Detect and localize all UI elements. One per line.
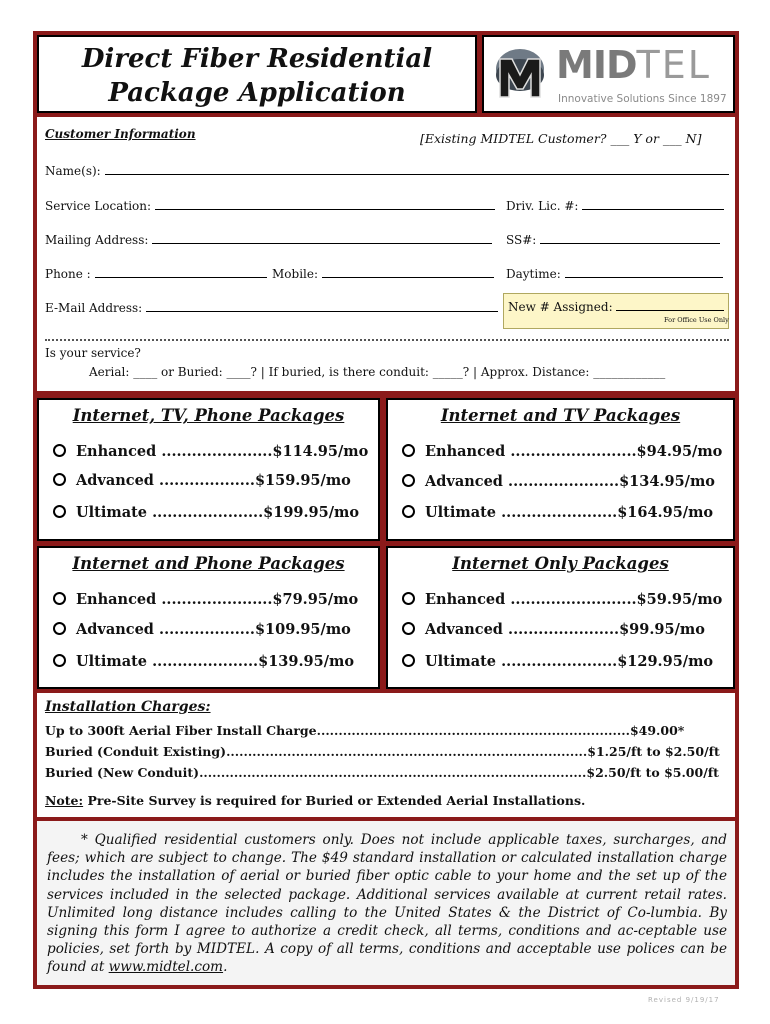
form-title <box>39 42 475 110</box>
radio-icon[interactable] <box>402 654 415 667</box>
logo-tagline: Innovative Solutions Since 1897 <box>558 93 727 105</box>
radio-icon[interactable] <box>402 622 415 635</box>
new-number-assigned-row <box>508 299 724 314</box>
service-type-line[interactable]: Aerial: ____ or Buried: ____? | If buried, is there conduit: _____? | Approx. Distance: ____________ <box>89 365 666 379</box>
email-row <box>45 300 498 315</box>
logo-wordmark: MIDTEL <box>556 43 711 87</box>
title-line-1: Direct Fiber Residential <box>81 44 433 74</box>
option-ultimate[interactable]: Ultimate .......................$129.95/mo <box>402 653 713 670</box>
radio-icon[interactable] <box>402 474 415 487</box>
radio-icon[interactable] <box>53 473 66 486</box>
phone-label: Phone : <box>45 267 91 281</box>
midtel-website-link[interactable]: www.midtel.com <box>108 959 224 976</box>
revised-date: Revised 9/19/17 <box>648 996 720 1004</box>
mailing-address-label: Mailing Address: <box>45 233 149 247</box>
title-line-2: Package Application <box>108 78 406 108</box>
install-row: Buried (New Conduit).........................................................................................$2.50/ft to $5.00/ft <box>45 765 719 780</box>
radio-icon[interactable] <box>53 444 66 457</box>
daytime-field[interactable] <box>565 266 723 278</box>
option-advanced[interactable]: Advanced ...................$109.95/mo <box>53 621 351 638</box>
service-question: Is your service? <box>45 346 141 360</box>
radio-icon[interactable] <box>53 654 66 667</box>
daytime-row <box>506 266 723 281</box>
radio-icon[interactable] <box>53 505 66 518</box>
terms-text: * Qualified residential customers only. Does not include applicable taxes, surcharges, and fees; which are subject to change. The $49 standard installation or calculated installation charge includes the installation of aerial or buried fiber optic cable to your home and the set up of the services included in the selected package. Additional services available at current retail rates. Unlimited long distance includes calling to the United States & the District of Co-lumbia. By signing this form I agree to authorize a credit check, all terms, conditions and ac-ceptable use policies, set forth by MIDTEL. A copy of all terms, conditions and acceptable use polices can be found at www.midtel.com. <box>47 832 727 976</box>
email-field[interactable] <box>146 300 498 312</box>
radio-icon[interactable] <box>402 444 415 457</box>
package-box-internet-only <box>386 546 735 689</box>
names-label: Name(s): <box>45 164 101 178</box>
email-label: E-Mail Address: <box>45 301 143 315</box>
package-title: Internet, TV, Phone Packages <box>72 406 345 425</box>
option-ultimate[interactable]: Ultimate ......................$199.95/mo <box>53 504 359 521</box>
installation-charges-section <box>37 693 735 817</box>
package-title: Internet Only Packages <box>452 554 669 573</box>
mobile-field[interactable] <box>322 266 494 278</box>
phone-field[interactable] <box>95 266 267 278</box>
midtel-logo-icon <box>494 45 546 101</box>
option-ultimate[interactable]: Ultimate .....................$139.95/mo <box>53 653 354 670</box>
new-number-field[interactable] <box>616 299 724 311</box>
radio-icon[interactable] <box>53 592 66 605</box>
mobile-label: Mobile: <box>272 267 319 281</box>
title-box <box>37 35 477 113</box>
installation-title: Installation Charges: <box>45 699 211 715</box>
package-title: Internet and Phone Packages <box>72 554 345 573</box>
existing-customer-question[interactable]: [Existing MIDTEL Customer? ___ Y or ___ N] <box>420 131 702 146</box>
ssn-label: SS#: <box>506 233 537 247</box>
form-frame <box>33 31 739 989</box>
driv-lic-field[interactable] <box>582 198 724 210</box>
mailing-address-field[interactable] <box>152 232 492 244</box>
radio-icon[interactable] <box>402 592 415 605</box>
option-advanced[interactable]: Advanced ......................$134.95/mo <box>402 473 715 490</box>
install-row: Up to 300ft Aerial Fiber Install Charge........................................................................$49.00* <box>45 723 685 738</box>
radio-icon[interactable] <box>402 505 415 518</box>
office-use-note: For Office Use Only <box>664 316 729 324</box>
daytime-label: Daytime: <box>506 267 561 281</box>
phone-row <box>45 266 267 281</box>
mobile-row <box>272 266 494 281</box>
option-enhanced[interactable]: Enhanced .........................$59.95/mo <box>402 591 722 608</box>
new-number-label: New # Assigned: <box>508 300 613 314</box>
package-box-internet-phone <box>37 546 380 689</box>
service-location-row <box>45 198 495 213</box>
option-enhanced[interactable]: Enhanced .........................$94.95/mo <box>402 443 722 460</box>
service-location-label: Service Location: <box>45 199 152 213</box>
service-location-field[interactable] <box>155 198 495 210</box>
option-advanced[interactable]: Advanced ...................$159.95/mo <box>53 472 351 489</box>
option-ultimate[interactable]: Ultimate .......................$164.95/mo <box>402 504 713 521</box>
option-enhanced[interactable]: Enhanced ......................$79.95/mo <box>53 591 358 608</box>
names-row <box>45 163 729 178</box>
mailing-address-row <box>45 232 492 247</box>
radio-icon[interactable] <box>53 622 66 635</box>
ssn-field[interactable] <box>540 232 720 244</box>
customer-info-section <box>37 117 735 391</box>
package-box-internet-tv-phone <box>37 398 380 541</box>
names-field[interactable] <box>105 163 729 175</box>
package-box-internet-tv <box>386 398 735 541</box>
logo-box <box>482 35 735 113</box>
ssn-row <box>506 232 720 247</box>
package-title: Internet and TV Packages <box>440 406 681 425</box>
office-use-box <box>503 293 729 329</box>
dotted-divider <box>45 339 729 341</box>
option-enhanced[interactable]: Enhanced ......................$114.95/mo <box>53 443 368 460</box>
option-advanced[interactable]: Advanced ......................$99.95/mo <box>402 621 705 638</box>
driv-lic-label: Driv. Lic. #: <box>506 199 579 213</box>
driv-lic-row <box>506 198 724 213</box>
install-row: Buried (Conduit Existing)...................................................................................$1.25/ft to $2.50/ft <box>45 744 720 759</box>
installation-note: Note: Pre-Site Survey is required for Buried or Extended Aerial Installations. <box>45 793 586 808</box>
customer-info-title: Customer Information <box>45 127 196 141</box>
terms-section <box>37 821 735 985</box>
